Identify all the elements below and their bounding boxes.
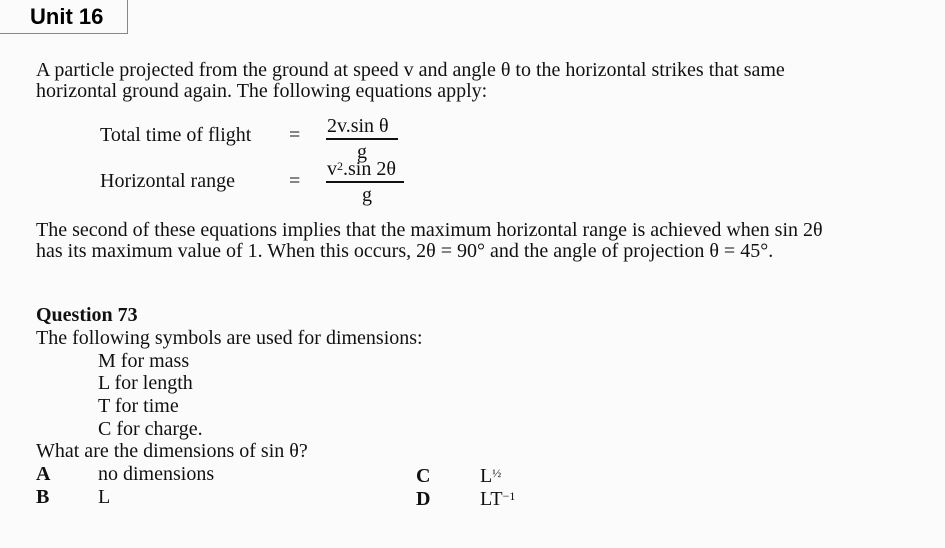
horizontal-range-label: Horizontal range [100, 170, 235, 192]
time-equals-sign: = [289, 124, 301, 146]
option-a-text: no dimensions [98, 463, 215, 485]
option-c-exponent: ½ [492, 465, 502, 480]
time-fraction-bar [326, 138, 398, 140]
time-numerator: 2v.sin θ [327, 115, 389, 137]
time-of-flight-label: Total time of flight [100, 124, 252, 146]
range-numerator [327, 158, 396, 182]
intro-line-1: A particle projected from the ground at speed v and angle θ to the horizontal strikes that same [36, 59, 785, 81]
symbol-mass: M for mass [98, 350, 190, 372]
explanation-line-1: The second of these equations implies that the maximum horizontal range is achieved when sin 2θ [36, 219, 823, 241]
option-b-letter: B [36, 486, 50, 508]
unit-title: Unit 16 [30, 4, 104, 29]
option-d-base: LT [480, 488, 503, 510]
option-d-exponent: −1 [502, 488, 516, 503]
range-equals-sign: = [289, 170, 301, 192]
option-b-text: L [98, 486, 111, 508]
range-numerator-rest: .sin 2θ [343, 158, 396, 180]
time-denominator: g [357, 141, 367, 163]
question-title: Question 73 [36, 304, 138, 326]
range-denominator: g [362, 184, 372, 206]
option-c-text [480, 465, 501, 489]
range-fraction-bar [326, 181, 404, 183]
question-prompt: What are the dimensions of sin θ? [36, 440, 308, 462]
explanation-line-2: has its maximum value of 1. When this occurs, 2θ = 90° and the angle of projection θ = 45°. [36, 240, 774, 262]
symbol-charge: C for charge. [98, 418, 203, 440]
option-c-base: L [480, 465, 493, 487]
question-intro: The following symbols are used for dimensions: [36, 327, 423, 349]
range-numerator-exponent: 2 [337, 158, 343, 173]
option-c-letter: C [416, 465, 431, 487]
option-d-letter: D [416, 488, 431, 510]
symbol-time: T for time [98, 395, 179, 417]
option-a-letter: A [36, 463, 51, 485]
range-numerator-v: v [327, 158, 337, 180]
option-d-text [480, 488, 515, 512]
symbol-length: L for length [98, 372, 193, 394]
intro-line-2: horizontal ground again. The following equations apply: [36, 80, 488, 102]
